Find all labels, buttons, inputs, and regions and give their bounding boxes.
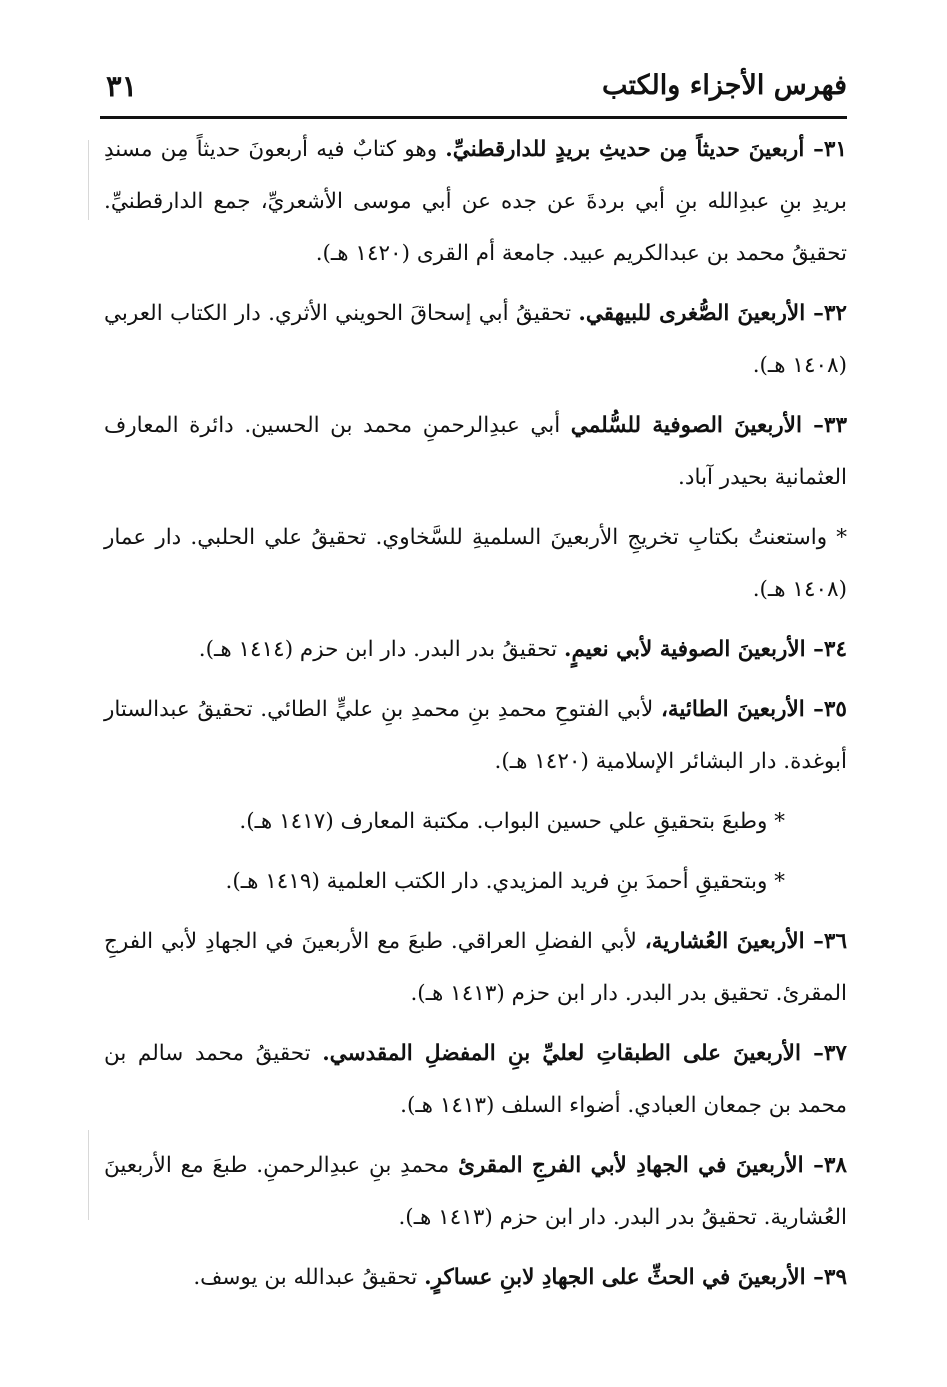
entry-number: ٣٢–: [805, 301, 847, 326]
entry-title: الأربعينَ العُشارية،: [644, 929, 805, 954]
entry-31: [104, 124, 847, 280]
entry-number: ٣٦–: [804, 929, 847, 954]
note-35a: [104, 796, 785, 848]
entry-details: تحقيقُ عبدالله بن يوسف.: [193, 1265, 425, 1290]
entry-32: [104, 288, 847, 392]
entry-details: أبي عبدِالرحمنِ محمد بن الحسين. دائرة المعارف العثمانية بحيدر آباد.: [104, 413, 847, 490]
entry-39: [104, 1252, 847, 1304]
entry-title: الأربعينَ على الطبقاتِ لعليِّ بنِ المفضلِ المقدسي.: [322, 1041, 801, 1066]
header-rule: [100, 116, 847, 119]
entry-details: تحقيقُ محمد سالم بن محمد بن جمعان العبادي. أضواء السلف (١٤١٣ هـ).: [104, 1041, 847, 1118]
entry-number: ٣٨–: [803, 1153, 847, 1178]
entry-number: ٣١–: [804, 137, 847, 162]
note-text: * وطبعَ بتحقيقِ علي حسين البواب. مكتبة المعارف (١٤١٧ هـ).: [239, 809, 785, 834]
margin-mark: [88, 140, 89, 220]
entry-details: محمدِ بنِ عبدِالرحمنِ. طبعَ مع الأربعينَ العُشارية. تحقيقُ بدر البدر. دار ابن حزم (١٤١٣ هـ).: [104, 1153, 847, 1230]
running-title: فهرس الأجزاء والكتب: [601, 70, 847, 101]
note-35b: [104, 856, 785, 908]
entry-33: [104, 400, 847, 504]
entry-title: أربعينَ حديثاً مِن حديثِ بريدٍ للدارقطنيِّ.: [445, 137, 805, 162]
entry-number: ٣٥–: [804, 697, 847, 722]
note-text: * وبتحقيقِ أحمدَ بنِ فريد المزيدي. دار الكتب العلمية (١٤١٩ هـ).: [225, 869, 785, 894]
entry-number: ٣٧–: [800, 1041, 847, 1066]
page-header: [100, 62, 847, 112]
entry-38: [104, 1140, 847, 1244]
note-text: * واستعنتُ بكتابِ تخريجِ الأربعينَ السلميةِ للسَّخاوي. تحقيقُ علي الحلبي. دار عمار (١٤٠٨ هـ).: [104, 525, 847, 602]
entry-title: الأربعينَ الصوفية للسُّلمي: [570, 413, 802, 438]
entry-details: تحقيقُ أبي إسحاقَ الحويني الأثري. دار الكتاب العربي (١٤٠٨ هـ).: [104, 301, 847, 378]
entry-title: الأربعينَ في الجهادِ لأبي الفرجِ المقرئ: [458, 1153, 804, 1178]
page-number: ٣١: [106, 69, 138, 103]
entry-number: ٣٩–: [805, 1265, 847, 1290]
entry-35: [104, 684, 847, 788]
entry-details: لأبي الفتوحِ محمدِ بنِ محمدِ بنِ عليٍّ الطائي. تحقيقُ عبدالستار أبوغدة. دار البشائر الإسلامية (١٤٢٠ هـ).: [104, 697, 847, 774]
entry-details: لأبي الفضلِ العراقي. طبعَ مع الأربعينَ في الجهادِ لأبي الفرجِ المقرئ. تحقيق بدر البدر. دار ابن حزم (١٤١٣ هـ).: [104, 929, 847, 1006]
entry-title: الأربعينَ الصُّغرى للبيهقي.: [578, 301, 806, 326]
index-entries: [104, 124, 847, 1312]
entry-details: وهو كتابٌ فيه أربعونَ حديثاً مِن مسندِ بريدِ بنِ عبدِالله بنِ أبي بردةَ عن جده عن أبي موسى الأشعريِّ، جمع الدارقطنيِّ. تحقيقُ محمد بن عبدالكريم عبيد. جامعة أم القرى (١٤٢٠ هـ).: [104, 137, 847, 266]
entry-37: [104, 1028, 847, 1132]
entry-title: الأربعينَ الصوفية لأبي نعيمٍ.: [563, 637, 806, 662]
entry-number: ٣٣–: [801, 413, 848, 438]
entry-number: ٣٤–: [805, 637, 847, 662]
entry-details: تحقيقُ بدر البدر. دار ابن حزم (١٤١٤ هـ).: [198, 637, 564, 662]
entry-title: الأربعينَ الطائية،: [660, 697, 805, 722]
entry-title: الأربعينَ في الحثِّ على الجهادِ لابنِ عساكرٍ.: [424, 1265, 806, 1290]
note-33: [104, 512, 847, 616]
entry-36: [104, 916, 847, 1020]
margin-mark: [88, 1130, 89, 1220]
entry-34: [104, 624, 847, 676]
